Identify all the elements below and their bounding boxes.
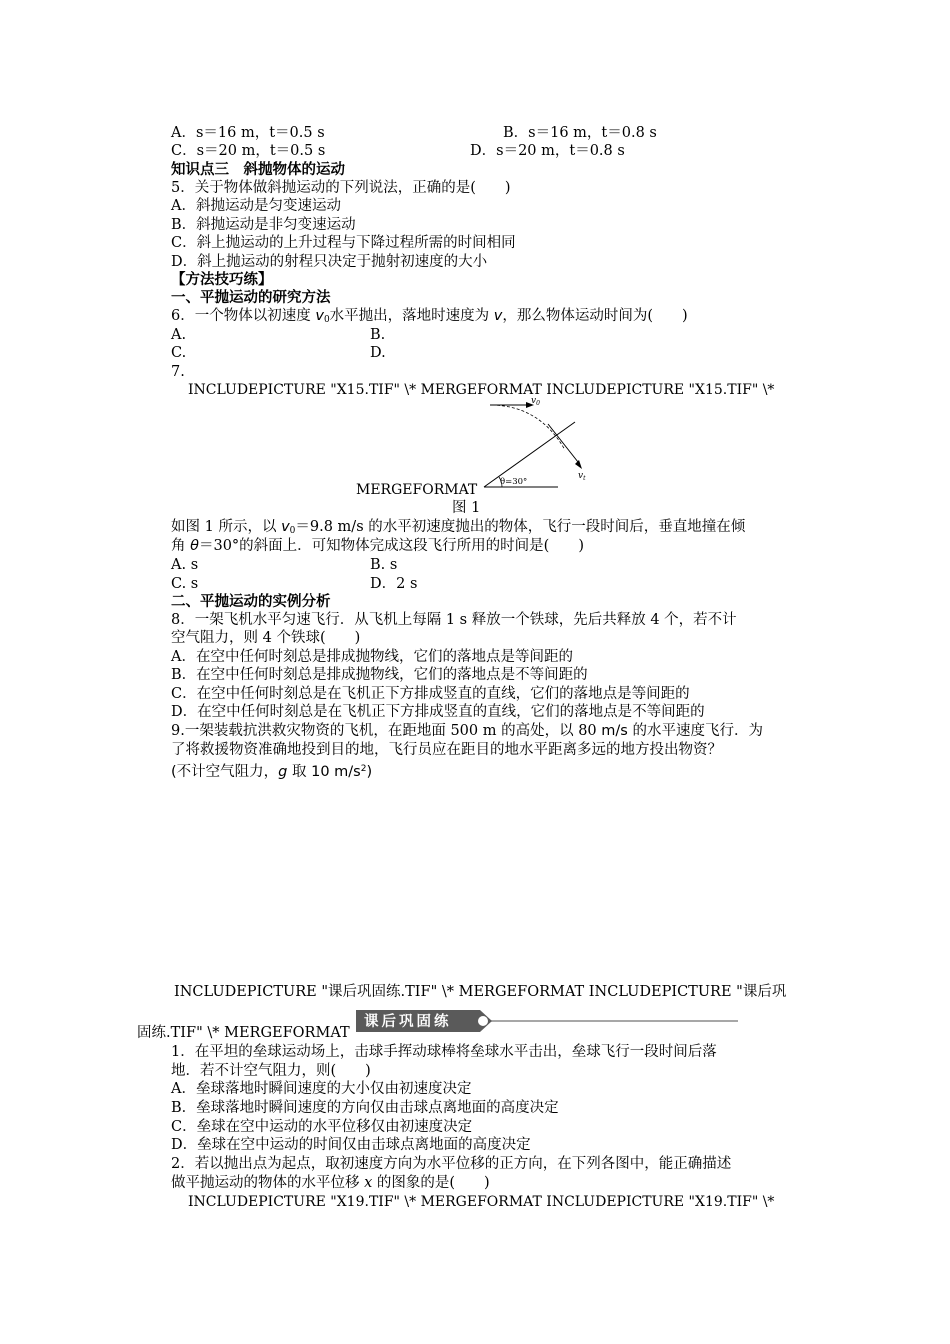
hw1-option-d: D．垒球在空中运动的时间仅由击球点离地面的高度决定 [171, 1137, 531, 1153]
projectile-incline-figure [470, 392, 620, 492]
vt-label: $v_t$ [578, 471, 586, 482]
hw1-option-a: A．垒球落地时瞬间速度的大小仅由初速度决定 [171, 1081, 472, 1097]
banner-field-code-line1: INCLUDEPICTURE "课后巩固练.TIF" \* MERGEFORMAT INCLUDEPICTURE "课后巩 [174, 984, 787, 1000]
q6-option-b: B. [370, 327, 386, 343]
hw2-field-code: INCLUDEPICTURE "X19.TIF" \* MERGEFORMAT INCLUDEPICTURE "X19.TIF" \* [188, 1194, 775, 1210]
q7-theta-symbol: θ [190, 538, 199, 554]
q9-line1-part-b: 的水平速度飞行．为 [627, 723, 763, 739]
q7-v0-symbol: v [281, 519, 290, 535]
incline-surface [484, 422, 575, 487]
section-banner [352, 1008, 742, 1034]
q7-stem-line2 [171, 537, 584, 555]
q5-option-c: C．斜上抛运动的上升过程与下降过程所需的时间相同 [171, 235, 516, 251]
hw2-stem-line2 [171, 1174, 490, 1192]
q8-option-a: A．在空中任何时刻总是排成抛物线，它们的落地点是等间距的 [171, 649, 573, 665]
q6-stem [171, 307, 688, 329]
q6-option-d: D. [370, 345, 386, 361]
sub2-heading: 二、平抛运动的实例分析 [171, 593, 331, 610]
q7-option-d: D．2 s [370, 576, 418, 592]
q7-v0-subscript: 0 [289, 526, 296, 536]
q6-v0-symbol: v [315, 308, 324, 324]
q5-option-a: A．斜抛运动是匀变速运动 [171, 198, 341, 214]
sub1-heading: 一、平抛运动的研究方法 [171, 289, 331, 306]
q7-field-code-line2: MERGEFORMAT [356, 482, 478, 498]
q6-v-symbol: v [493, 308, 503, 324]
hw1-option-c: C．垒球在空中运动的水平位移仅由初速度决定 [171, 1119, 473, 1135]
q9-line3-part-c: ) [366, 764, 373, 780]
hw1-stem-line1: 1．在平坦的垒球运动场上，击球手挥动球棒将垒球水平击出，垒球飞行一段时间后落 [171, 1044, 717, 1060]
q7-stem1-part-b: ＝9.8 m/s 的水平初速度抛出的物体，飞行一段时间后，垂直地撞在倾 [295, 519, 746, 535]
q7-option-c: C. s [171, 576, 199, 592]
v0-label: $v_0$ [531, 396, 540, 407]
hw1-stem-line2: 地．若不计空气阻力，则( ) [171, 1063, 371, 1079]
q4-option-b: B．s＝16 m，t＝0.8 s [503, 125, 657, 141]
q6-v0-subscript: 0 [323, 315, 330, 325]
q8-stem-line1: 8．一架飞机水平匀速飞行．从飞机上每隔 1 s 释放一个铁球，先后共释放 4 个，若不计 [171, 612, 737, 628]
q8-option-b: B．在空中任何时刻总是排成抛物线，它们的落地点是不等间距的 [171, 667, 588, 683]
q7-stem1-part-a: 如图 1 所示，以 [171, 519, 282, 535]
theta-label: θ=30° [500, 477, 528, 487]
q9-g-symbol: g [278, 764, 288, 780]
banner-field-code-line2: 固练.TIF" \* MERGEFORMAT [137, 1025, 350, 1041]
q5-option-d: D．斜上抛运动的射程只决定于抛射初速度的大小 [171, 254, 488, 270]
q6-stem-part-b: 水平抛出，落地时速度为 [329, 308, 494, 324]
q6-option-c: C. [171, 345, 187, 361]
q7-option-b: B. s [370, 557, 398, 573]
q9-stem-line3 [171, 760, 372, 781]
hw2-stem-line1: 2．若以抛出点为起点，取初速度方向为水平位移的正方向，在下列各图中，能正确描述 [171, 1156, 732, 1172]
vt-arrow-head [575, 460, 582, 469]
q9-line3-part-b: 取 10 m/s [287, 764, 361, 780]
q7-field-code-line1: INCLUDEPICTURE "X15.TIF" \* MERGEFORMAT INCLUDEPICTURE "X15.TIF" \* [188, 382, 775, 398]
q9-line1-part-a: 9.一架装载抗洪救灾物资的飞机，在距地面 500 m 的高处，以 80 [171, 723, 602, 739]
trajectory-curve [492, 405, 565, 450]
q9-line3-part-a: (不计空气阻力， [171, 764, 279, 780]
q4-option-a: A．s＝16 m，t＝0.5 s [171, 125, 325, 141]
q8-stem-line2: 空气阻力，则 4 个铁球( ) [171, 630, 361, 646]
q6-option-a: A. [171, 327, 187, 343]
q7-number: 7. [171, 364, 185, 380]
q9-stem-line1 [171, 722, 763, 740]
q5-stem: 5．关于物体做斜抛运动的下列说法，正确的是( ) [171, 180, 511, 196]
q5-option-b: B．斜抛运动是非匀变速运动 [171, 217, 356, 233]
q4-option-c: C．s＝20 m，t＝0.5 s [171, 143, 326, 159]
q8-option-d: D．在空中任何时刻总是在飞机正下方排成竖直的直线，它们的落地点是不等间距的 [171, 704, 705, 720]
q7-option-a: A. s [171, 557, 199, 573]
figure-1-caption: 图 1 [452, 500, 481, 516]
hw1-option-b: B．垒球落地时瞬间速度的方向仅由击球点离地面的高度决定 [171, 1100, 559, 1116]
q6-stem-part-c: ，那么物体运动时间为( ) [502, 308, 688, 324]
q9-exponent: 2 [360, 764, 367, 774]
vt-arrow-shaft [548, 424, 578, 462]
hw2-line2-part-a: 做平抛运动的物体的水平位移 [171, 1175, 365, 1191]
q7-stem2-part-b: ＝30°的斜面上．可知物体完成这段飞行所用的时间是( ) [198, 538, 584, 554]
section3-heading: 知识点三 斜抛物体的运动 [171, 161, 345, 178]
hw2-line2-part-b: 的图象的是( ) [372, 1175, 490, 1191]
q8-option-c: C．在空中任何时刻总是在飞机正下方排成竖直的直线，它们的落地点是等间距的 [171, 686, 690, 702]
banner-dot [478, 1016, 488, 1026]
banner-label: 课后巩固练 [364, 1014, 452, 1030]
method-heading: 【方法技巧练】 [171, 271, 273, 288]
q9-stem-line2: 了将救援物资准确地投到目的地，飞行员应在距目的地水平距离多远的地方投出物资？ [171, 742, 722, 758]
q6-stem-part-a: 6．一个物体以初速度 [171, 308, 316, 324]
hw2-x-symbol: x [364, 1175, 373, 1191]
q9-speed-unit: m/s [601, 723, 628, 739]
q4-option-d: D．s＝20 m，t＝0.8 s [470, 143, 625, 159]
q7-stem2-part-a: 角 [171, 538, 191, 554]
